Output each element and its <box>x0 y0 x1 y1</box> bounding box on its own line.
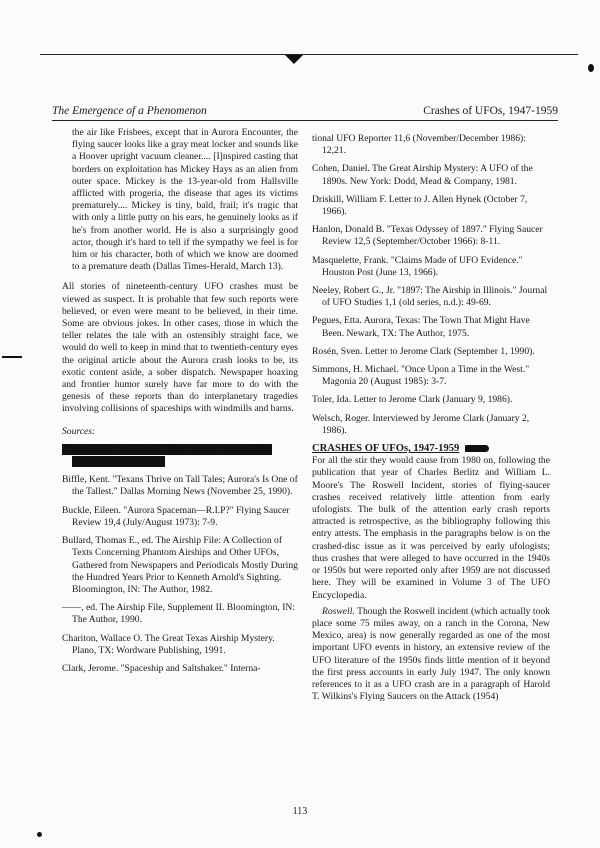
reference-item: Chariton, Wallace O. The Great Texas Airship Mystery. Plano, TX: Wordware Publishing, 1991. <box>62 632 275 656</box>
roswell-label: Roswell. <box>322 605 355 617</box>
reference-item: Hanlon, Donald B. "Texas Odyssey of 1897." Flying Saucer Review 12,5 (September/October 1966): 8-11. <box>312 224 543 248</box>
section-paragraph <box>312 606 550 704</box>
ink-speck-icon <box>37 832 42 837</box>
ink-speck-icon <box>588 64 594 72</box>
reference-item: tional UFO Reporter 11,6 (November/December 1986): 12,21. <box>312 133 526 157</box>
reference-item: Toler, Ida. Letter to Jerome Clark (January 9, 1986). <box>312 394 513 406</box>
reference-item: Driskill, William F. Letter to J. Allen Hynek (October 7, 1966). <box>312 193 528 218</box>
top-rule <box>40 54 578 55</box>
section-heading <box>312 443 550 455</box>
block-quote: the air like Frisbees, except that in Aurora Encounter, the flying saucer looks like a gray meat locker and sounds like a Hoover upright vacuum cleaner.... [I]nspired casting that borders on exploitation has Mickey Hays as an alien from outer space. Mickey is the 13-year-old from Hallsville afflicted with progeria, the disease that ages its victims prematurely.... Mickey is tiny, bald, frail; it's tragic that with only a little putty on his ears, he genuinely looks as if he's from another world. He is also a surprisingly good actor, though it's hard to tell if the sympathy we feel is for him or his character, both of which we know are doomed to a premature death (Dallas Times-Herald, March 13). <box>72 127 298 273</box>
margin-mark-icon <box>2 356 22 358</box>
triangle-marker-icon <box>285 55 303 64</box>
page-number: 113 <box>292 806 308 817</box>
reference-item: Clark, Jerome. "Spaceship and Saltshaker." Interna- <box>62 662 261 674</box>
reference-item: Pegues, Etta. Aurora, Texas: The Town That Might Have Been. Newark, TX: The Author, 1975. <box>312 315 530 339</box>
header-rule <box>52 120 558 121</box>
reference-item: Welsch, Roger. Interviewed by Jerome Clark (January 2, 1986). <box>312 412 530 436</box>
left-column <box>62 127 298 675</box>
reference-item: Biffle, Kent. "Texans Thrive on Tall Tales; Aurora's Is One of the Tallest." Dallas Morning News (November 25, 1990). <box>62 474 298 498</box>
reference-item <box>62 444 298 468</box>
section-paragraph: For all the stir they would cause from 1980 on, following the publication that year of Charles Berlitz and William L. Moore's The Roswell Incident, stories of flying-saucer crashes received relatively little attention from early ufologists. The bulk of the attention early crash reports attracted is retrospective, as the bibliography following this entry attests. The emphasis in the paragraphs below is on the crashed-disc issue as it was perceived by early ufologists; thus crashes that were alleged to have occurred in the 1940s or 1950s but were reported only after 1959 are not discussed here. They will be examined in Volume 3 of The UFO Encyclopedia. <box>312 455 550 601</box>
reference-item: Bullard, Thomas E., ed. The Airship File: A Collection of Texts Concerning Phantom Airships and Other UFOs, Gathered from Newspapers and Periodicals Mostly During the Hundred Years Prior to Kenneth Arnold's Sighting. Bloomington, IN: The Author, 1982. <box>62 535 298 595</box>
reference-item: Cohen, Daniel. The Great Airship Mystery: A UFO of the 1890s. New York: Dodd, Mead & Company, 1981. <box>312 163 533 187</box>
redacted-text: "The Aurora, Texas, Case." The A.P.R.O. Bulletin 21,6 (May/June 1973): 1,3-4. <box>62 443 273 468</box>
reference-item: Rosén, Sven. Letter to Jerome Clark (September 1, 1990). <box>312 345 535 357</box>
right-column <box>312 127 550 703</box>
section-title: CRASHES OF UFOs, 1947-1959 <box>312 443 460 455</box>
pen-mark-icon <box>465 445 489 452</box>
running-head-left: The Emergence of a Phenomenon <box>52 105 207 117</box>
sources-label: Sources: <box>62 425 96 437</box>
reference-item: ——, ed. The Airship File, Supplement II. Bloomington, IN: The Author, 1990. <box>62 602 295 626</box>
paragraph: All stories of nineteenth-century UFO crashes must be viewed as suspect. It is probable that few such reports were believed, or even were meant to be believed, in their time. Some are obvious jokes. In other cases, those in which the teller relates the tale with an ostensibly straight face, we would do well to keep in mind that to twentieth-century eyes the original article about the Aurora crash looks to be, its exotic content aside, a sober dispatch. Newspaper hoaxing and frontier humor surely have far more to do with the genesis of these reports than do interplanetary tragedies involving collisions of spaceships with windmills and barns. <box>62 281 298 415</box>
reference-item: Masquelette, Frank. "Claims Made of UFO Evidence." Houston Post (June 13, 1966). <box>312 254 523 278</box>
reference-item: Simmons, H. Michael. "Once Upon a Time in the West." Magonia 20 (August 1985): 3-7. <box>312 364 530 388</box>
reference-item: Buckle, Eileen. "Aurora Spaceman—R.I.P?" Flying Saucer Review 19,4 (July/August 1973): 7-9. <box>62 504 290 528</box>
roswell-text: Though the Roswell incident (which actually took place some 75 miles away, on a ranch in the Corona, New Mexico, area) is now generally regarded as one of the most important UFO events in history, an extensive review of the UFO literature of the 1950s finds little mention of it beyond the first press accounts in early July 1947. The only known references to it as a UFO crash are in a paragraph of Harold T. Wilkins's Flying Saucers on the Attack (1954) <box>312 605 550 703</box>
running-head-right: Crashes of UFOs, 1947-1959 <box>423 105 558 117</box>
reference-item: Neeley, Robert G., Jr. "1897: The Airship in Illinois." Journal of UFO Studies 1,1 (old series, n.d.): 49-69. <box>312 285 548 309</box>
